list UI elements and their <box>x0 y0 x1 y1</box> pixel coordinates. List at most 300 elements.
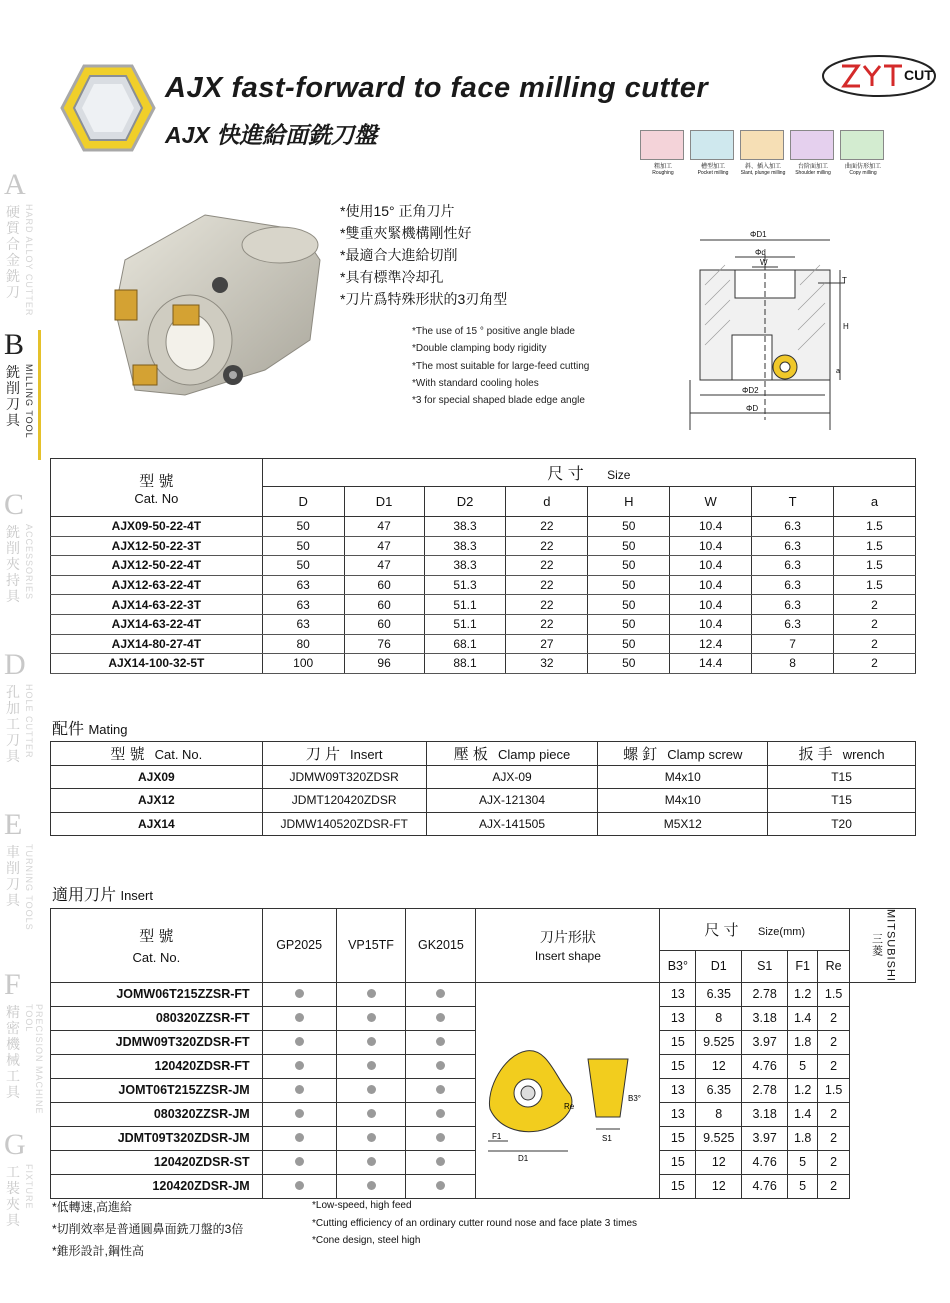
mating-cell: M5X12 <box>598 812 768 836</box>
insert-size-cell: 2 <box>818 1006 850 1030</box>
page-title-en: AJX fast-forward to face milling cutter <box>165 72 709 104</box>
mating-col-header <box>51 742 263 766</box>
drawing-label-d: Φd <box>755 248 766 257</box>
feature-en-item: *With standard cooling holes <box>412 377 539 389</box>
operation-label-cn: 槽型加工 <box>700 164 725 170</box>
insert-code-cell: 080320ZZSR-FT <box>51 1006 263 1030</box>
grade-cell <box>406 1078 476 1102</box>
size-cell: 60 <box>344 575 424 595</box>
grade-cell <box>336 1126 406 1150</box>
mating-header-en: Clamp piece <box>497 746 571 762</box>
size-cell: 50 <box>588 614 670 634</box>
grade-cell <box>406 1102 476 1126</box>
mating-cell: T15 <box>768 789 916 813</box>
size-cell: 22 <box>506 556 588 576</box>
grade-cell <box>262 1174 336 1198</box>
mating-header-cn: 扳 手 <box>798 745 833 763</box>
table-row <box>51 556 916 576</box>
brand-logo <box>820 52 938 100</box>
sidebar-item-g <box>4 1130 40 1280</box>
operation-label-en: Roughing <box>652 170 674 176</box>
feature-en-item: *The most suitable for large-feed cutting <box>412 360 590 372</box>
size-cell: 27 <box>506 634 588 654</box>
size-col-header: a <box>834 487 916 517</box>
operation-icon-2 <box>690 130 736 178</box>
availability-dot-icon <box>295 1109 304 1118</box>
page-title-cn: AJX 快進給面銑刀盤 <box>165 122 378 148</box>
size-cell: 10.4 <box>670 575 752 595</box>
insert-size-cell: 1.4 <box>788 1102 818 1126</box>
mating-title-cn: 配件 <box>52 721 85 738</box>
insert-size-cell: 1.5 <box>818 982 850 1006</box>
size-cell: 47 <box>344 517 424 537</box>
sidebar-en-label: PRECISION MACHINE TOOL <box>24 1004 44 1115</box>
feature-cn-item: *最適合大進給切削 <box>340 247 458 263</box>
cat-no-cell: AJX12-50-22-4T <box>51 556 263 576</box>
insert-shape-en: Insert shape <box>534 949 601 964</box>
mating-cell: T15 <box>768 765 916 789</box>
insert-size-cn: 尺 寸 <box>704 921 739 939</box>
size-cell: 2 <box>834 614 916 634</box>
insert-size-cell: 3.97 <box>742 1126 788 1150</box>
shape-label-b3: B3° <box>627 1093 641 1103</box>
size-cell: 6.3 <box>752 614 834 634</box>
insert-size-cell: 1.5 <box>818 1078 850 1102</box>
cat-no-cell: AJX14-63-22-3T <box>51 595 263 615</box>
insert-size-cell: 2 <box>818 1102 850 1126</box>
drawing-label-w: W <box>760 258 768 267</box>
mating-header-en: Insert <box>349 746 383 762</box>
size-col-header: W <box>670 487 752 517</box>
size-cell: 1.5 <box>834 556 916 576</box>
cutter-photo <box>105 190 330 410</box>
grade-header-2: VP15TF <box>336 909 406 983</box>
mating-header-cn: 刀 片 <box>305 745 340 763</box>
grade-cell <box>336 1078 406 1102</box>
availability-dot-icon <box>367 1085 376 1094</box>
insert-code-cell: JDMT09T320ZDSR-JM <box>51 1126 263 1150</box>
mating-cell: AJX12 <box>51 789 263 813</box>
shape-label-s1: S1 <box>601 1133 612 1143</box>
size-cell: 50 <box>588 595 670 615</box>
notes-en <box>312 1197 637 1250</box>
grade-header-1: GP2025 <box>262 909 336 983</box>
size-cell: 10.4 <box>670 595 752 615</box>
size-cell: 1.5 <box>834 517 916 537</box>
mating-header-cn: 壓 板 <box>453 745 488 763</box>
availability-dot-icon <box>367 1181 376 1190</box>
size-cell: 14.4 <box>670 654 752 674</box>
mating-cell: T20 <box>768 812 916 836</box>
availability-dot-icon <box>436 1133 445 1142</box>
size-cat-en: Cat. No <box>134 490 179 506</box>
sidebar-item-f <box>4 968 44 1120</box>
note-en-item: *Low-speed, high feed <box>312 1200 412 1211</box>
note-en-item: *Cutting efficiency of an ordinary cutter round nose and face plate 3 times <box>312 1217 638 1229</box>
insert-shape-header <box>476 909 660 983</box>
grade-cell <box>406 1006 476 1030</box>
availability-dot-icon <box>295 1085 304 1094</box>
sidebar-item-c <box>4 490 40 640</box>
sidebar-letter: G <box>4 1128 26 1161</box>
size-cell: 47 <box>344 556 424 576</box>
feature-cn-item: *具有標準冷却孔 <box>340 269 444 285</box>
mating-col-header <box>598 742 768 766</box>
size-col-header: H <box>588 487 670 517</box>
size-cell: 63 <box>262 595 344 615</box>
insert-cat-cn: 型 號 <box>139 928 174 946</box>
cat-no-cell: AJX14-100-32-5T <box>51 654 263 674</box>
brand-logo-text: CUT <box>904 67 933 83</box>
active-indicator <box>38 330 41 460</box>
insert-shape-cn: 刀片形狀 <box>539 929 596 946</box>
sidebar-en-label: ACCESSORIES <box>24 524 34 601</box>
size-cell: 68.1 <box>424 634 506 654</box>
insert-code-cell: JOMW06T215ZZSR-FT <box>51 982 263 1006</box>
operation-icons <box>640 130 890 180</box>
size-cell: 50 <box>262 517 344 537</box>
table-row <box>51 634 916 654</box>
grade-cell <box>262 1150 336 1174</box>
sidebar-en-label: HOLE CUTTER <box>24 684 34 759</box>
cat-no-cell: AJX14-80-27-4T <box>51 634 263 654</box>
mating-cell: JDMW140520ZDSR-FT <box>262 812 426 836</box>
size-cell: 50 <box>262 556 344 576</box>
mating-table <box>50 741 916 836</box>
size-cell: 51.1 <box>424 595 506 615</box>
drawing-label-a: a <box>836 368 840 375</box>
insert-size-cell: 1.8 <box>788 1030 818 1054</box>
availability-dot-icon <box>367 1013 376 1022</box>
shape-label-re: Re <box>563 1101 575 1111</box>
insert-size-cell: 5 <box>788 1054 818 1078</box>
size-header-en: Size <box>607 468 631 482</box>
availability-dot-icon <box>436 1157 445 1166</box>
size-cell: 6.3 <box>752 575 834 595</box>
size-cell: 38.3 <box>424 536 506 556</box>
sidebar-cn-label: 孔加工刀具 <box>6 684 20 764</box>
sidebar-cn-label: 車削刀具 <box>6 844 20 908</box>
availability-dot-icon <box>295 1133 304 1142</box>
insert-cat-en: Cat. No. <box>132 950 181 966</box>
availability-dot-icon <box>436 1181 445 1190</box>
feature-cn-item: *雙重夾緊機構剛性好 <box>340 225 472 241</box>
insert-size-cell: 15 <box>660 1126 696 1150</box>
table-row <box>51 536 916 556</box>
size-col-header: T <box>752 487 834 517</box>
size-cell: 10.4 <box>670 614 752 634</box>
insert-size-col-header: F1 <box>788 950 818 982</box>
sidebar-item-b <box>4 330 40 480</box>
shape-label-f1: F1 <box>491 1131 502 1141</box>
insert-size-cell: 2 <box>818 1174 850 1198</box>
cat-no-cell: AJX12-63-22-4T <box>51 575 263 595</box>
insert-code-cell: JDMW09T320ZDSR-FT <box>51 1030 263 1054</box>
operation-swatch <box>740 130 784 160</box>
size-table <box>50 458 916 674</box>
size-col-header: D2 <box>424 487 506 517</box>
availability-dot-icon <box>436 1013 445 1022</box>
size-header <box>262 459 915 487</box>
operation-swatch <box>840 130 884 160</box>
size-cat-cn: 型 號 <box>139 472 174 490</box>
sidebar-cn-label: 銑削刀具 <box>6 364 20 428</box>
table-row <box>51 654 916 674</box>
grade-cell <box>262 982 336 1006</box>
table-row <box>51 575 916 595</box>
size-cell: 88.1 <box>424 654 506 674</box>
size-cell: 6.3 <box>752 595 834 615</box>
insert-size-cell: 3.97 <box>742 1030 788 1054</box>
insert-size-cell: 3.18 <box>742 1006 788 1030</box>
insert-size-cell: 13 <box>660 1078 696 1102</box>
mating-cell: JDMW09T320ZDSR <box>262 765 426 789</box>
operation-label-cn: 台阶面加工 <box>797 164 828 170</box>
size-cell: 50 <box>588 575 670 595</box>
size-cell: 10.4 <box>670 517 752 537</box>
size-cell: 60 <box>344 595 424 615</box>
availability-dot-icon <box>295 1037 304 1046</box>
size-cell: 63 <box>262 614 344 634</box>
size-cell: 76 <box>344 634 424 654</box>
grade-cell <box>336 1006 406 1030</box>
operation-label-en: Pocket milling <box>697 170 729 176</box>
cat-no-cell: AJX09-50-22-4T <box>51 517 263 537</box>
insert-section-title <box>52 882 153 905</box>
size-cell: 50 <box>588 654 670 674</box>
size-cell: 50 <box>262 536 344 556</box>
operation-icon-3 <box>740 130 786 178</box>
drawing-label-t: T <box>842 276 847 285</box>
operation-label-cn: 粗加工 <box>653 164 672 170</box>
grade-cell <box>336 1030 406 1054</box>
size-cell: 10.4 <box>670 556 752 576</box>
mating-cell: AJX-121304 <box>426 789 598 813</box>
operation-label-en: Slant, plunge milling <box>740 170 786 176</box>
grade-cell <box>336 1102 406 1126</box>
insert-size-cell: 15 <box>660 1150 696 1174</box>
size-cell: 38.3 <box>424 556 506 576</box>
mating-header-cn: 型 號 <box>110 745 145 763</box>
availability-dot-icon <box>367 989 376 998</box>
insert-size-cell: 1.2 <box>788 982 818 1006</box>
size-cell: 38.3 <box>424 517 506 537</box>
insert-size-cell: 2 <box>818 1126 850 1150</box>
insert-size-cell: 6.35 <box>696 1078 742 1102</box>
note-cn-item: *切削效率是普通圓鼻面銑刀盤的3倍 <box>52 1222 244 1236</box>
insert-size-cell: 15 <box>660 1174 696 1198</box>
sidebar-letter: A <box>4 168 26 201</box>
insert-size-cell: 9.525 <box>696 1030 742 1054</box>
table-row <box>51 517 916 537</box>
insert-size-cell: 5 <box>788 1174 818 1198</box>
availability-dot-icon <box>367 1109 376 1118</box>
availability-dot-icon <box>295 1181 304 1190</box>
size-cell: 50 <box>588 556 670 576</box>
operation-label-en: Shoulder milling <box>795 170 831 176</box>
grade-cell <box>262 1054 336 1078</box>
insert-size-cell: 4.76 <box>742 1174 788 1198</box>
mating-title-en: Mating <box>88 722 128 737</box>
size-cell: 6.3 <box>752 517 834 537</box>
insert-size-cell: 8 <box>696 1102 742 1126</box>
insert-code-cell: 120420ZDSR-JM <box>51 1174 263 1198</box>
sidebar-en-label: HARD ALLOY CUTTER <box>24 204 34 317</box>
mating-col-header <box>768 742 916 766</box>
feature-en-item: *The use of 15 ° positive angle blade <box>412 326 575 337</box>
operation-icon-5 <box>840 130 886 178</box>
availability-dot-icon <box>295 1157 304 1166</box>
operation-icon-1 <box>640 130 686 178</box>
insert-code-cell: 120420ZDSR-FT <box>51 1054 263 1078</box>
sidebar-en-label: MILLING TOOL <box>24 364 34 439</box>
insert-size-cell: 13 <box>660 1102 696 1126</box>
insert-size-header <box>660 909 850 951</box>
category-sidebar <box>0 160 44 1300</box>
size-cell: 50 <box>588 536 670 556</box>
sidebar-letter: F <box>4 968 21 1001</box>
size-col-header: d <box>506 487 588 517</box>
size-cell: 51.3 <box>424 575 506 595</box>
mating-header-cn: 螺 釘 <box>623 745 658 763</box>
size-cell: 22 <box>506 614 588 634</box>
operation-swatch <box>640 130 684 160</box>
size-header-cn: 尺 寸 <box>547 466 584 483</box>
insert-size-cell: 15 <box>660 1030 696 1054</box>
insert-size-cell: 1.4 <box>788 1006 818 1030</box>
operation-icon-4 <box>790 130 836 178</box>
sidebar-cn-label: 硬質合金銑刀 <box>6 204 20 300</box>
insert-size-col-header: B3° <box>660 950 696 982</box>
insert-size-cell: 2.78 <box>742 1078 788 1102</box>
mating-cell: AJX09 <box>51 765 263 789</box>
drawing-label-h: H <box>843 322 849 331</box>
size-cell: 22 <box>506 517 588 537</box>
drawing-label-dd: ΦD <box>746 404 759 413</box>
availability-dot-icon <box>295 989 304 998</box>
size-cell: 22 <box>506 575 588 595</box>
mating-cell: AJX14 <box>51 812 263 836</box>
insert-size-cell: 6.35 <box>696 982 742 1006</box>
insert-size-cell: 3.18 <box>742 1102 788 1126</box>
insert-cat-header <box>51 909 263 983</box>
size-col-header: D <box>262 487 344 517</box>
grade-cell <box>336 1150 406 1174</box>
sidebar-en-label: FIXTURE <box>24 1164 34 1210</box>
sidebar-item-e <box>4 810 40 960</box>
note-cn-item: *低轉速,高進給 <box>52 1200 133 1214</box>
availability-dot-icon <box>295 1061 304 1070</box>
insert-size-cell: 8 <box>696 1006 742 1030</box>
size-cell: 32 <box>506 654 588 674</box>
insert-size-cell: 1.8 <box>788 1126 818 1150</box>
operation-swatch <box>790 130 834 160</box>
drawing-label-d1: ΦD1 <box>750 230 767 239</box>
side-text-cell <box>850 909 916 983</box>
size-cell: 47 <box>344 536 424 556</box>
size-cell: 2 <box>834 634 916 654</box>
sidebar-cn-label: 銑削夾持具 <box>6 524 20 604</box>
availability-dot-icon <box>436 989 445 998</box>
cat-no-cell: AJX14-63-22-4T <box>51 614 263 634</box>
size-cell: 1.5 <box>834 536 916 556</box>
manufacturer-side-text: MITSUBISHI三菱 <box>870 909 897 982</box>
notes-cn <box>52 1196 243 1262</box>
size-cell: 96 <box>344 654 424 674</box>
table-row <box>51 982 916 1006</box>
sidebar-en-label: TURNING TOOLS <box>24 844 34 931</box>
insert-size-cell: 13 <box>660 1006 696 1030</box>
insert-size-col-header: Re <box>818 950 850 982</box>
insert-code-cell: 120420ZDSR-ST <box>51 1150 263 1174</box>
insert-size-cell: 12 <box>696 1054 742 1078</box>
features-cn-list <box>340 200 507 310</box>
insert-size-cell: 4.76 <box>742 1150 788 1174</box>
availability-dot-icon <box>367 1061 376 1070</box>
mating-col-header <box>262 742 426 766</box>
sidebar-cn-label: 精密機械工具 <box>6 1004 20 1100</box>
dimension-drawing <box>680 225 860 440</box>
size-cell: 12.4 <box>670 634 752 654</box>
availability-dot-icon <box>436 1109 445 1118</box>
sidebar-letter: D <box>4 648 26 681</box>
size-cell: 22 <box>506 595 588 615</box>
mating-header-en: Cat. No. <box>154 746 203 762</box>
table-row <box>51 789 916 813</box>
insert-size-cell: 2 <box>818 1030 850 1054</box>
mating-header-en: wrench <box>842 746 885 762</box>
grade-cell <box>406 1054 476 1078</box>
shape-label-d1: D1 <box>517 1153 529 1163</box>
insert-size-cell: 2 <box>818 1054 850 1078</box>
size-cell: 80 <box>262 634 344 654</box>
grade-cell <box>406 1030 476 1054</box>
insert-size-cell: 5 <box>788 1150 818 1174</box>
note-en-item: *Cone design, steel high <box>312 1235 421 1246</box>
insert-size-en: Size(mm) <box>758 925 806 938</box>
size-cell: 50 <box>588 634 670 654</box>
size-cell: 2 <box>834 654 916 674</box>
insert-size-cell: 12 <box>696 1150 742 1174</box>
insert-size-cell: 12 <box>696 1174 742 1198</box>
insert-size-cell: 15 <box>660 1054 696 1078</box>
feature-en-item: *Double clamping body rigidity <box>412 343 547 355</box>
grade-cell <box>262 1078 336 1102</box>
insert-size-col-header: D1 <box>696 950 742 982</box>
mating-col-header <box>426 742 598 766</box>
sidebar-cn-label: 工裝夾具 <box>6 1164 20 1228</box>
availability-dot-icon <box>436 1037 445 1046</box>
size-col-header: D1 <box>344 487 424 517</box>
size-cell: 8 <box>752 654 834 674</box>
sidebar-item-a <box>4 170 40 320</box>
grade-cell <box>262 1030 336 1054</box>
insert-size-cell: 13 <box>660 982 696 1006</box>
size-cell: 51.1 <box>424 614 506 634</box>
size-table-cat-header <box>51 459 263 517</box>
insert-code-cell: JOMT06T215ZZSR-JM <box>51 1078 263 1102</box>
availability-dot-icon <box>436 1085 445 1094</box>
availability-dot-icon <box>367 1037 376 1046</box>
mating-cell: M4x10 <box>598 765 768 789</box>
operation-swatch <box>690 130 734 160</box>
feature-en-item: *3 for special shaped blade edge angle <box>412 395 585 407</box>
feature-cn-item: *使用15° 正角刀片 <box>340 203 455 219</box>
size-cell: 50 <box>588 517 670 537</box>
table-row <box>51 765 916 789</box>
size-cell: 10.4 <box>670 536 752 556</box>
feature-cn-item: *刀片爲特殊形狀的3刃角型 <box>340 291 508 307</box>
